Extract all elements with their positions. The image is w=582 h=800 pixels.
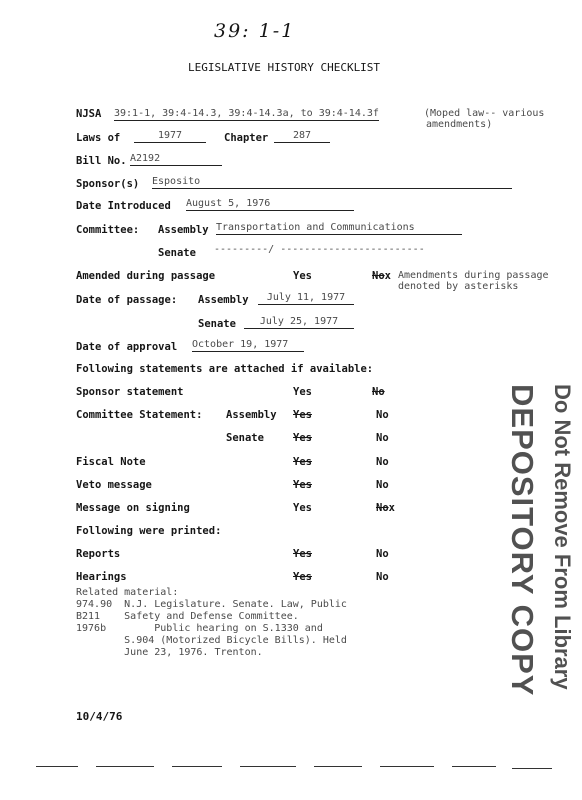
bill-no-label: Bill No. — [76, 155, 127, 167]
date-introduced-label: Date Introduced — [76, 200, 171, 212]
fiscal-note-no: No — [376, 456, 389, 468]
committee-assembly-value: Transportation and Communications — [216, 222, 462, 235]
reports-label: Reports — [76, 548, 121, 560]
related-material-line: 974.90 N.J. Legislature. Senate. Law, Public — [76, 599, 347, 610]
committee-statement-assembly-label: Assembly — [226, 409, 277, 421]
amended-no: Nox — [372, 270, 391, 282]
library-stamp — [549, 384, 575, 690]
hearings-label: Hearings — [76, 571, 127, 583]
stamp-depository-copy: DEPOSITORY COPY — [505, 384, 540, 697]
amended-note: Amendments during passage — [398, 270, 549, 281]
njsa-note: (Moped law-- various — [424, 108, 545, 119]
date-of-passage-label: Date of passage: — [76, 294, 178, 306]
hearings-yes: Yes — [293, 571, 312, 583]
footer-date: 10/4/76 — [76, 710, 123, 723]
message-on-signing-yes: Yes — [293, 502, 312, 514]
reports-yes: Yes — [293, 548, 312, 560]
njsa-value: 39:1-1, 39:4-14.3, 39:4-14.3a, to 39:4-14.3f — [114, 108, 379, 119]
veto-message-no: No — [376, 479, 389, 491]
committee-statement-senate-yes: Yes — [293, 432, 312, 444]
related-material-label: Related material: — [76, 587, 179, 598]
committee-statement-assembly-yes: Yes — [293, 409, 312, 421]
following-printed-header: Following were printed: — [76, 525, 222, 537]
following-statements-header: Following statements are attached if available: — [76, 363, 374, 375]
bottom-rule-segment — [314, 766, 362, 767]
laws-of-value: 1977 — [134, 130, 206, 143]
related-material-line: B211 Safety and Defense Committee. — [76, 611, 299, 622]
related-material-line: June 23, 1976. Trenton. — [76, 647, 263, 658]
related-material-line: 1976b Public hearing on S.1330 and — [76, 623, 323, 634]
veto-message-label: Veto message — [76, 479, 152, 491]
passage-senate-value: July 25, 1977 — [244, 316, 354, 329]
committee-assembly-label: Assembly — [158, 224, 209, 236]
sponsor-value: Esposito — [152, 176, 512, 189]
reports-no: No — [376, 548, 389, 560]
chapter-label: Chapter — [224, 132, 269, 144]
page-title: LEGISLATIVE HISTORY CHECKLIST — [188, 61, 381, 74]
passage-assembly-value: July 11, 1977 — [258, 292, 354, 305]
date-of-approval-value: October 19, 1977 — [192, 339, 304, 352]
bottom-rule-segment — [380, 766, 434, 767]
bottom-rule-segment — [240, 766, 296, 767]
njsa-note-2: amendments) — [426, 119, 493, 130]
related-material-line: S.904 (Motorized Bicycle Bills). Held — [76, 635, 347, 646]
sponsor-statement-no: No — [372, 386, 385, 398]
handwritten-citation: 39: 1-1 — [214, 20, 296, 42]
sponsor-statement-label: Sponsor statement — [76, 386, 184, 398]
fiscal-note-yes: Yes — [293, 456, 312, 468]
fiscal-note-label: Fiscal Note — [76, 456, 146, 468]
bottom-rule-segment — [36, 766, 78, 767]
message-on-signing-label: Message on signing — [76, 502, 190, 514]
bottom-rule-segment — [452, 766, 496, 767]
date-introduced-value: August 5, 1976 — [186, 198, 354, 211]
passage-senate-label: Senate — [198, 318, 236, 330]
committee-senate-label: Senate — [158, 247, 196, 259]
bill-no-value: A2192 — [130, 153, 222, 166]
bottom-rule-segment — [172, 766, 222, 767]
depository-copy-stamp — [504, 384, 540, 696]
veto-message-yes: Yes — [293, 479, 312, 491]
bottom-rule-segment — [96, 766, 154, 767]
committee-label: Committee: — [76, 224, 140, 236]
amended-note-2: denoted by asterisks — [398, 281, 519, 292]
passage-assembly-label: Assembly — [198, 294, 249, 306]
committee-statement-senate-no: No — [376, 432, 389, 444]
committee-statement-label: Committee Statement: — [76, 409, 203, 421]
stamp-do-not-remove: Do Not Remove From Library — [550, 384, 575, 690]
committee-senate-value: ---------/ ------------------------ — [214, 244, 425, 255]
committee-statement-assembly-no: No — [376, 409, 389, 421]
chapter-value: 287 — [274, 130, 330, 143]
laws-of-label: Laws of — [76, 132, 121, 144]
date-of-approval-label: Date of approval — [76, 341, 178, 353]
njsa-label: NJSA — [76, 108, 102, 120]
committee-statement-senate-label: Senate — [226, 432, 264, 444]
message-on-signing-no: Nox — [376, 502, 395, 514]
hearings-no: No — [376, 571, 389, 583]
bottom-rule-segment — [512, 768, 552, 769]
sponsor-statement-yes: Yes — [293, 386, 312, 398]
amended-yes: Yes — [293, 270, 312, 282]
amended-label: Amended during passage — [76, 270, 216, 282]
sponsor-label: Sponsor(s) — [76, 178, 140, 190]
